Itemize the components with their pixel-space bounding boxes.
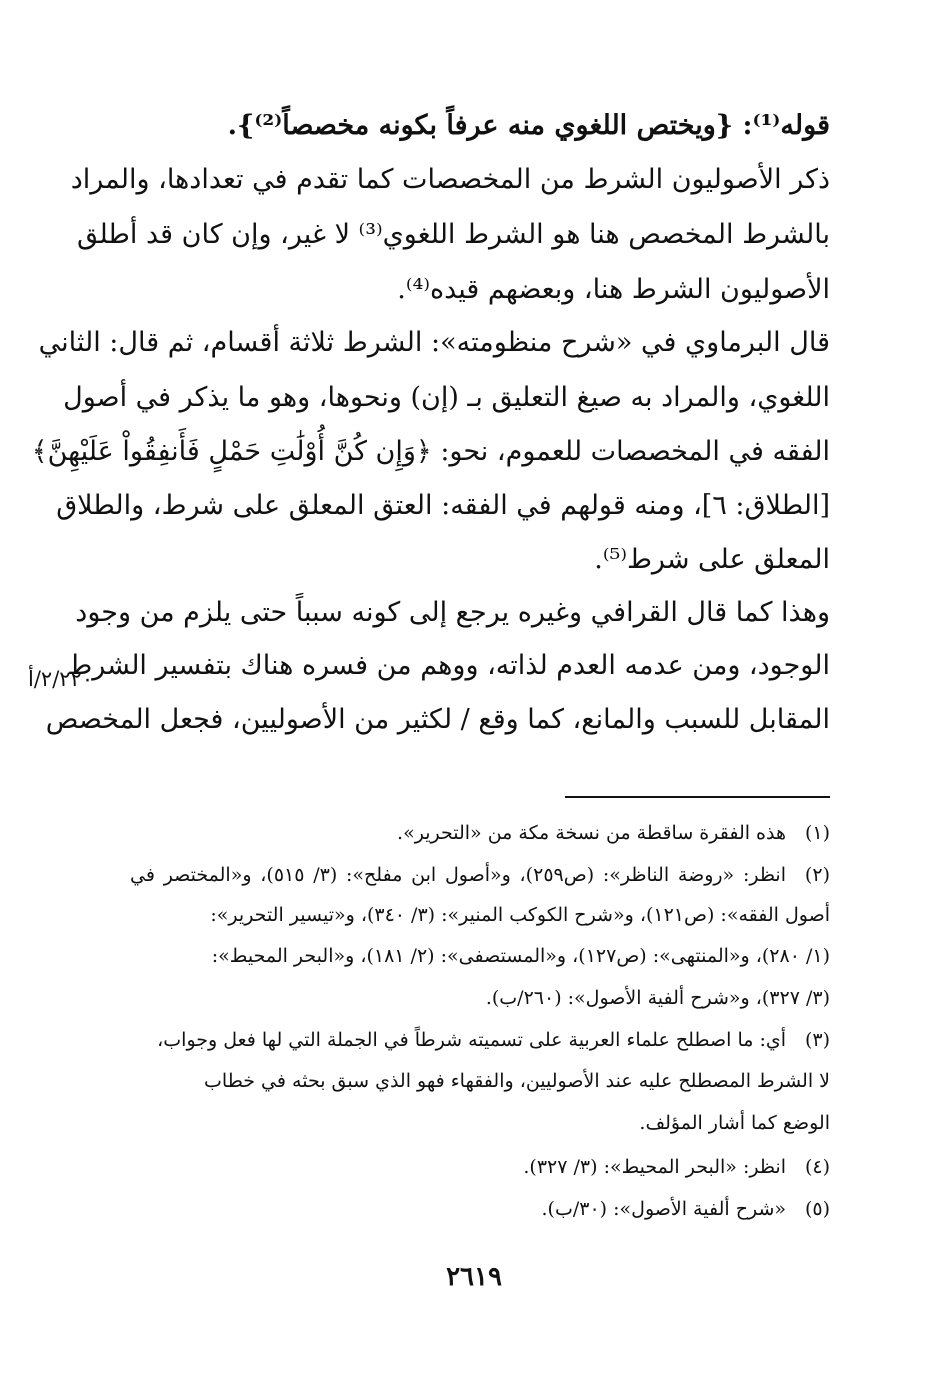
footnote-2-cont: (١/ ٢٨٠)، و«المنتهى»: (ص١٢٧)، و«المستصفى»: (٢/ ١٨١)، و«البحر المحيط»:	[211, 945, 830, 967]
body-line: الأصوليون الشرط هنا، وبعضهم قيده⁽⁴⁾.	[397, 274, 830, 305]
body-line: [الطلاق: ٦]، ومنه قولهم في الفقه: العتق المعلق على شرط، والطلاق	[56, 490, 830, 521]
page-number: ٢٦١٩	[446, 1262, 502, 1292]
margin-folio-note: ٢/٢٢٠/أ	[28, 667, 94, 691]
footnote-3	[130, 1025, 830, 1055]
quote-text: قوله⁽¹⁾: {ويختص اللغوي منه عرفاً بكونه مخصصاً⁽²⁾}.	[227, 110, 830, 141]
footnote-2-cont: أصول الفقه»: (ص١٢١)، و«شرح الكوكب المنير»: (٣/ ٣٤٠)، و«تيسير التحرير»:	[210, 904, 830, 926]
footnote-number: (١)	[804, 822, 830, 844]
body-line: الوجود، ومن عدمه العدم لذاته، ووهم من فسره هناك بتفسير الشرط	[67, 650, 830, 681]
footnote-separator	[565, 796, 830, 798]
footnote-5	[130, 1194, 830, 1224]
footnote-text: «شرح ألفية الأصول»: (٣٠/ب).	[541, 1198, 786, 1220]
footnote-text: هذه الفقرة ساقطة من نسخة مكة من «التحرير».	[397, 822, 786, 844]
body-line: ذكر الأصوليون الشرط من المخصصات كما تقدم في تعدادها، والمراد	[70, 164, 830, 195]
footnote-number: (٤)	[804, 1156, 830, 1178]
footnote-3-cont: الوضع كما أشار المؤلف.	[639, 1112, 830, 1134]
footnote-number: (٣)	[804, 1029, 830, 1051]
footnote-2	[130, 860, 830, 890]
footnote-4	[130, 1152, 830, 1182]
body-line: بالشرط المخصص هنا هو الشرط اللغوي⁽³⁾ لا غير، وإن كان قد أطلق	[76, 219, 830, 250]
heading-quote-line	[228, 106, 830, 146]
body-line: الفقه في المخصصات للعموم، نحو: ﴿وَإِن كُنَّ أُوْلَٰتِ حَمْلٍ فَأَنفِقُواْ عَلَيْهِنَّ﴾	[31, 436, 830, 467]
footnote-1	[130, 818, 830, 848]
footnote-3-cont: لا الشرط المصطلح عليه عند الأصوليين، والفقهاء فهو الذي سبق بحثه في خطاب	[204, 1070, 830, 1092]
footnote-number: (٢)	[804, 864, 830, 886]
body-line: اللغوي، والمراد به صيغ التعليق بـ (إن) ونحوها، وهو ما يذكر في أصول	[63, 382, 830, 413]
footnote-text: انظر: «البحر المحيط»: (٣/ ٣٢٧).	[523, 1156, 786, 1178]
footnote-text: أي: ما اصطلح علماء العربية على تسميته شرطاً في الجملة التي لها فعل وجواب،	[157, 1029, 786, 1051]
body-line: وهذا كما قال القرافي وغيره يرجع إلى كونه سبباً حتى يلزم من وجود	[75, 597, 830, 628]
footnote-number: (٥)	[804, 1198, 830, 1220]
body-line: المقابل للسبب والمانع، كما وقع / لكثير من الأصوليين، فجعل المخصص	[45, 704, 830, 735]
body-line: المعلق على شرط⁽⁵⁾.	[594, 544, 830, 575]
body-line: قال البرماوي في «شرح منظومته»: الشرط ثلاثة أقسام، ثم قال: الثاني	[38, 327, 830, 358]
footnote-text: انظر: «روضة الناظر»: (ص٢٥٩)، و«أصول ابن مفلح»: (٣/ ٥١٥)، و«المختصر في	[130, 864, 786, 886]
footnote-2-cont: (٣/ ٣٢٧)، و«شرح ألفية الأصول»: (٢٦٠/ب).	[485, 987, 830, 1009]
